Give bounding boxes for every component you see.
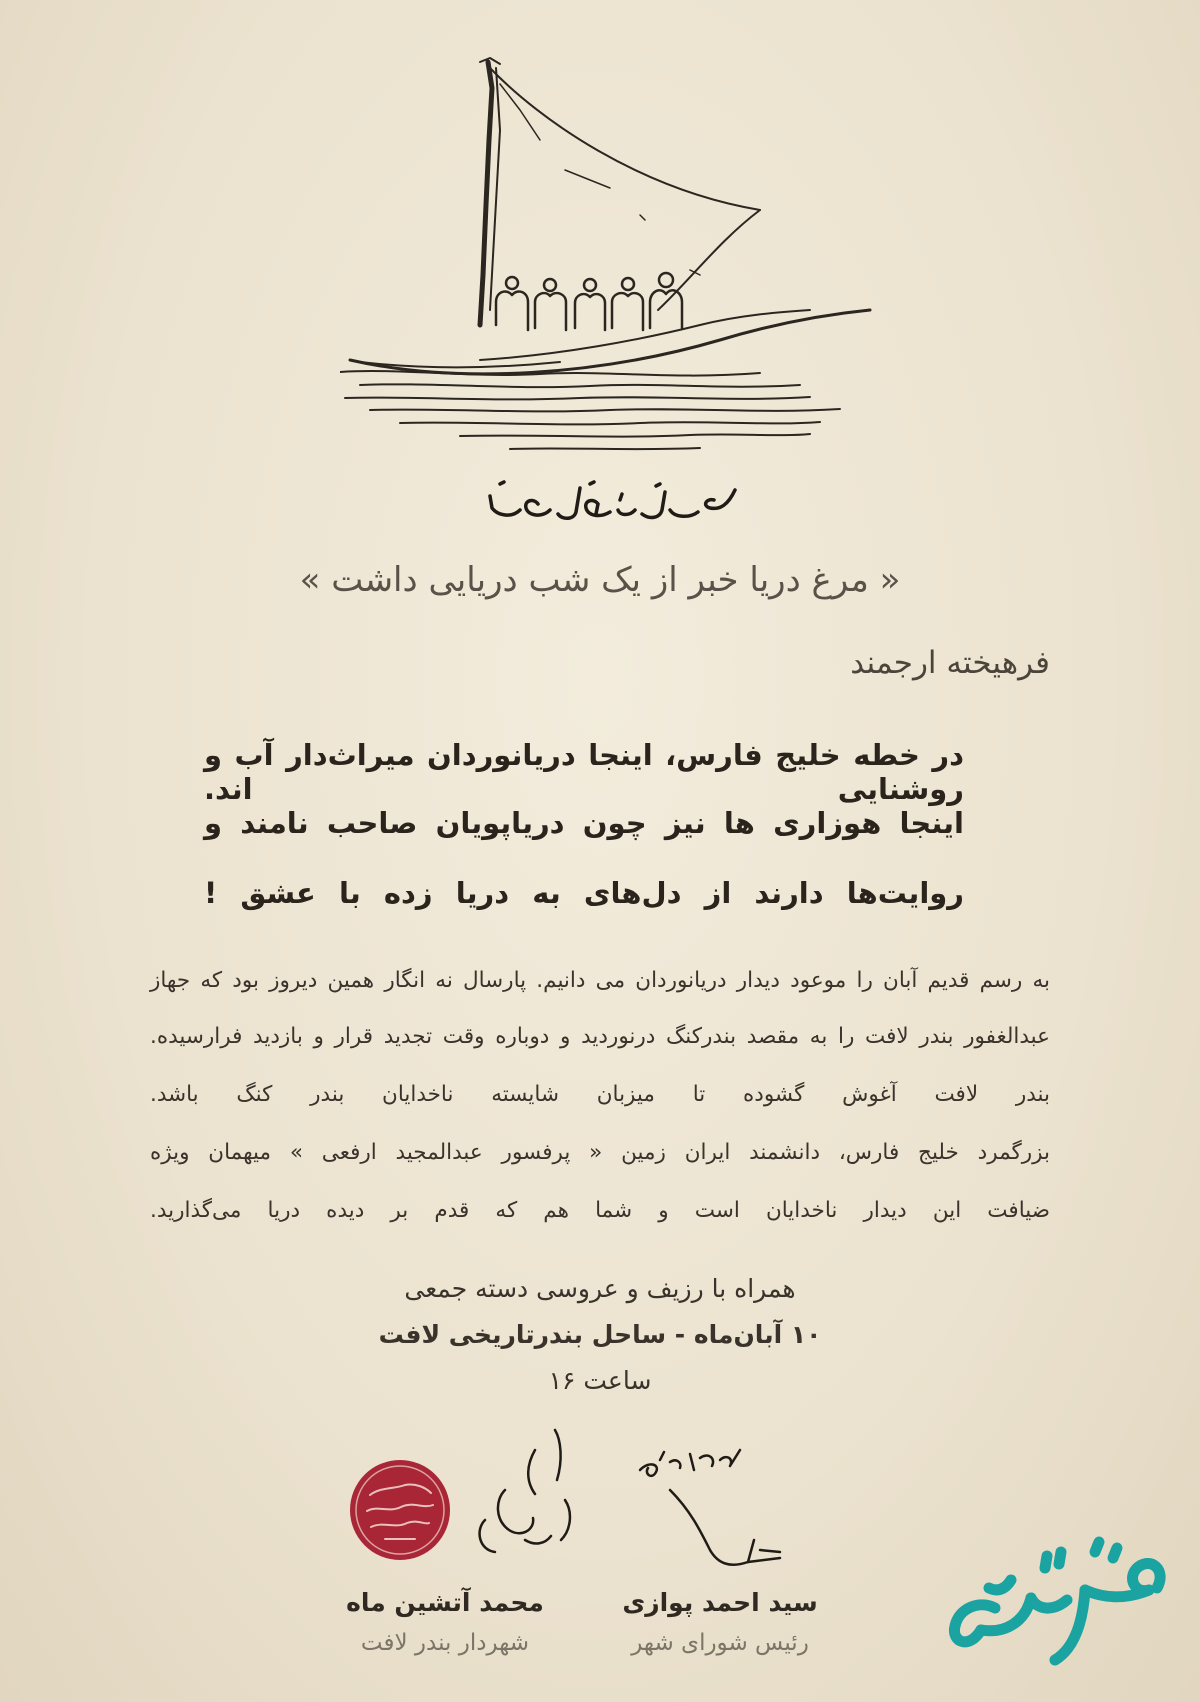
intro-line: در خطه خلیج فارس، اینجا دریانوردان میراث‌دار آب و روشنایی اند. [204,738,964,806]
signer-name-mayor: محمد آتشین ماه [346,1588,544,1617]
signature-handwriting [630,1440,810,1580]
title-calligraphy [470,470,750,540]
body-line: بندر لافت آغوش گشوده تا میزبان شایسته ناخدایان بندر کنگ باشد. [150,1082,1050,1107]
body-line: بزرگمرد خلیج فارس، دانشمند ایران زمین « پرفسور عبدالمجید ارفعی » میهمان ویژه [150,1140,1050,1165]
signer-title-council-head: رئیس شورای شهر [631,1630,809,1656]
greeting: فرهیخته ارجمند [850,645,1050,681]
invitation-subtitle: « مرغ دریا خبر از یک شب دریایی داشت » [299,560,901,600]
event-date-location: ۱۰ آبان‌ماه - ساحل بندرتاریخی لافت [378,1320,822,1349]
event-time: ساعت ۱۶ [548,1366,652,1395]
body-line: به رسم قدیم آبان را موعود دیدار دریانوردان می دانیم. پارسال نه انگار همین دیروز بود که جهاز [150,968,1050,993]
official-seal-stamp [345,1455,455,1565]
signature-handwriting [465,1420,595,1590]
intro-line: اینجا هوزاری ها نیز چون دریاپویان صاحب نامند و [204,806,964,840]
body-line: عبدالغفور بندر لافت را به مقصد بندرکنگ درنوردید و دوباره وقت تجدید قرار و بازدید فرارسیده. [150,1024,1050,1049]
signer-title-mayor: شهردار بندر لافت [360,1630,530,1656]
dhow-boat-illustration [340,40,880,470]
body-line: ضیافت این دیدار ناخدایان است و شما هم که قدم بر دیده دریا می‌گذارید. [150,1198,1050,1223]
intro-line: روایت‌ها دارند از دل‌های به دریا زده با عشق ! [204,876,964,910]
signer-name-council-head: سید احمد پوازی [622,1588,818,1617]
publisher-watermark-logo [935,1530,1175,1690]
event-line: همراه با رزیف و عروسی دسته جمعی [404,1274,796,1303]
